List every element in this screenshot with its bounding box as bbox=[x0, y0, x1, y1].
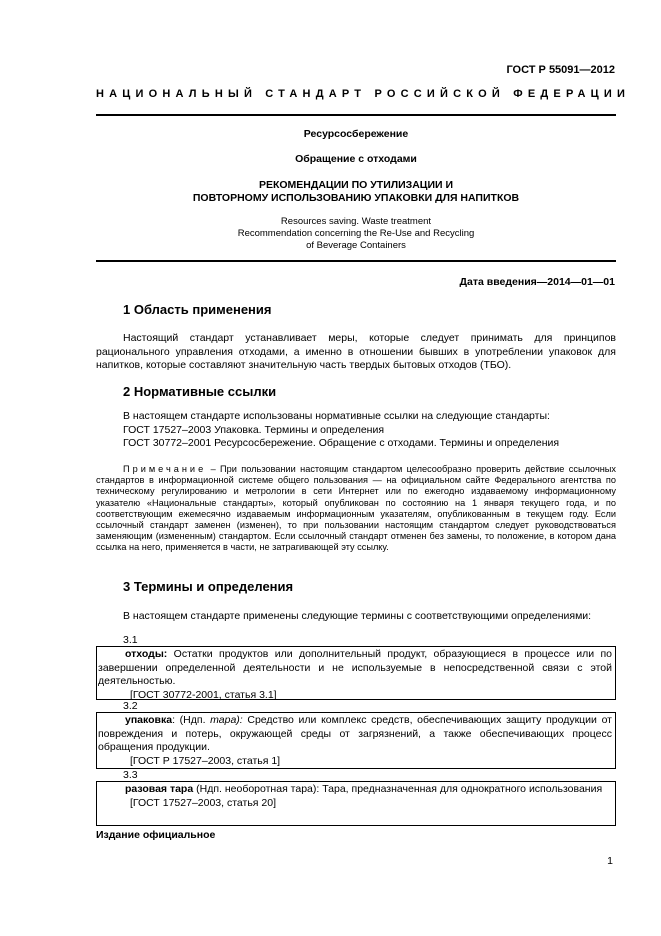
term-number: 3.3 bbox=[123, 769, 138, 781]
term-definition bbox=[98, 648, 612, 689]
title-divider bbox=[96, 260, 616, 262]
title-line-2: Обращение с отходами bbox=[295, 153, 417, 165]
term-box-single-use-container bbox=[96, 781, 616, 826]
term-name: отходы: bbox=[125, 648, 168, 660]
term-definition-text: (Ндп. необоротная тара): Тара, предназначенная для однократного использования bbox=[193, 783, 603, 795]
references-note bbox=[96, 464, 616, 554]
term-definition bbox=[98, 714, 612, 755]
main-title bbox=[96, 179, 616, 205]
note-text: – При пользовании настоящим стандартом целесообразно проверить действие ссылочных стандартов в информационной системе общего пользования — на официальном сайте Федерального агентства по техническому регулированию и метрологии в сети Интернет или по ежегодно издаваемому информационному указателю «Национальные стандарты», который опубликован по состоянию на 1 января текущего года, и по соответствующим ежемесячно издаваемым информационным указателям, опубликованным в текущем году. Если ссылочный стандарт заменен (изменен), то при пользовании настоящим стандартом следует руководствоваться заменяющим (измененным) стандартом. Если ссылочный стандарт отменен без замены, то положение, в котором дана ссылка на него, применяется в части, не затрагивающей эту ссылку. bbox=[96, 464, 616, 553]
english-title-line-3: of Beverage Containers bbox=[306, 240, 406, 251]
term-source: [ГОСТ Р 17527–2003, статья 1] bbox=[130, 754, 281, 767]
term-definition-text: Остатки продуктов или дополнительный продукт, образующиеся в процессе или по завершении определенной деятельности и не используемые в непосредственной связи с этой деятельностью. bbox=[98, 648, 612, 687]
term-name: разовая тара bbox=[125, 783, 194, 795]
note-label: Примечание bbox=[123, 464, 207, 474]
official-edition-label: Издание официальное bbox=[96, 829, 216, 841]
section-3-intro: В настоящем стандарте применены следующие термины с соответствующими определениями: bbox=[123, 610, 592, 622]
page-number: 1 bbox=[607, 855, 613, 867]
term-name: упаковка bbox=[125, 714, 173, 726]
section-1-heading: 1 Область применения bbox=[123, 302, 272, 317]
reference-item: ГОСТ 30772–2001 Ресурсосбережение. Обращение с отходами. Термины и определения bbox=[123, 437, 560, 449]
term-definition bbox=[98, 783, 612, 797]
english-title-line-2: Recommendation concerning the Re-Use and Recycling bbox=[237, 228, 475, 239]
english-title bbox=[96, 216, 616, 252]
term-box-packaging bbox=[96, 712, 616, 769]
title-line-1: Ресурсосбережение bbox=[303, 128, 409, 140]
normative-references bbox=[123, 410, 618, 451]
english-title-line-1: Resources saving. Waste treatment bbox=[280, 216, 432, 227]
document-code: ГОСТ Р 55091—2012 bbox=[506, 64, 615, 76]
top-divider bbox=[96, 114, 616, 116]
term-definition-text: Средство или комплекс средств, обеспечивающих защиту продукции от повреждения и потерь, окружающей среды от загрязнений, а также обеспечивающих процесс обращения продукции. bbox=[98, 714, 612, 753]
term-number: 3.1 bbox=[123, 634, 138, 646]
section-1-text: Настоящий стандарт устанавливает меры, которые следует принимать для принципов рационального управления отходами, а именно в отношении бывших в употреблении упаковок для напитков, которые составляют значительную часть твердых бытовых отходов (ТБО). bbox=[96, 332, 616, 371]
main-title-line-2: ПОВТОРНОМУ ИСПОЛЬЗОВАНИЮ УПАКОВКИ ДЛЯ НАПИТКОВ bbox=[192, 192, 520, 204]
section-3-heading: 3 Термины и определения bbox=[123, 579, 294, 594]
section-2-heading: 2 Нормативные ссылки bbox=[123, 384, 277, 399]
term-alt: тара): bbox=[210, 714, 243, 726]
term-alt-prefix: : (Ндп. bbox=[172, 714, 211, 726]
main-title-line-1: РЕКОМЕНДАЦИИ ПО УТИЛИЗАЦИИ И bbox=[258, 179, 454, 191]
introduction-date: Дата введения—2014—01—01 bbox=[459, 276, 615, 288]
reference-item: ГОСТ 17527–2003 Упаковка. Термины и определения bbox=[123, 423, 385, 436]
term-source: [ГОСТ 17527–2003, статья 20] bbox=[130, 796, 277, 809]
term-source: [ГОСТ 30772-2001, статья 3.1] bbox=[130, 688, 277, 701]
national-standard-heading: НАЦИОНАЛЬНЫЙ СТАНДАРТ РОССИЙСКОЙ ФЕДЕРАЦИИ bbox=[96, 88, 631, 100]
term-box-waste bbox=[96, 646, 616, 700]
references-intro: В настоящем стандарте использованы нормативные ссылки на следующие стандарты: bbox=[123, 410, 550, 422]
term-number: 3.2 bbox=[123, 700, 138, 712]
